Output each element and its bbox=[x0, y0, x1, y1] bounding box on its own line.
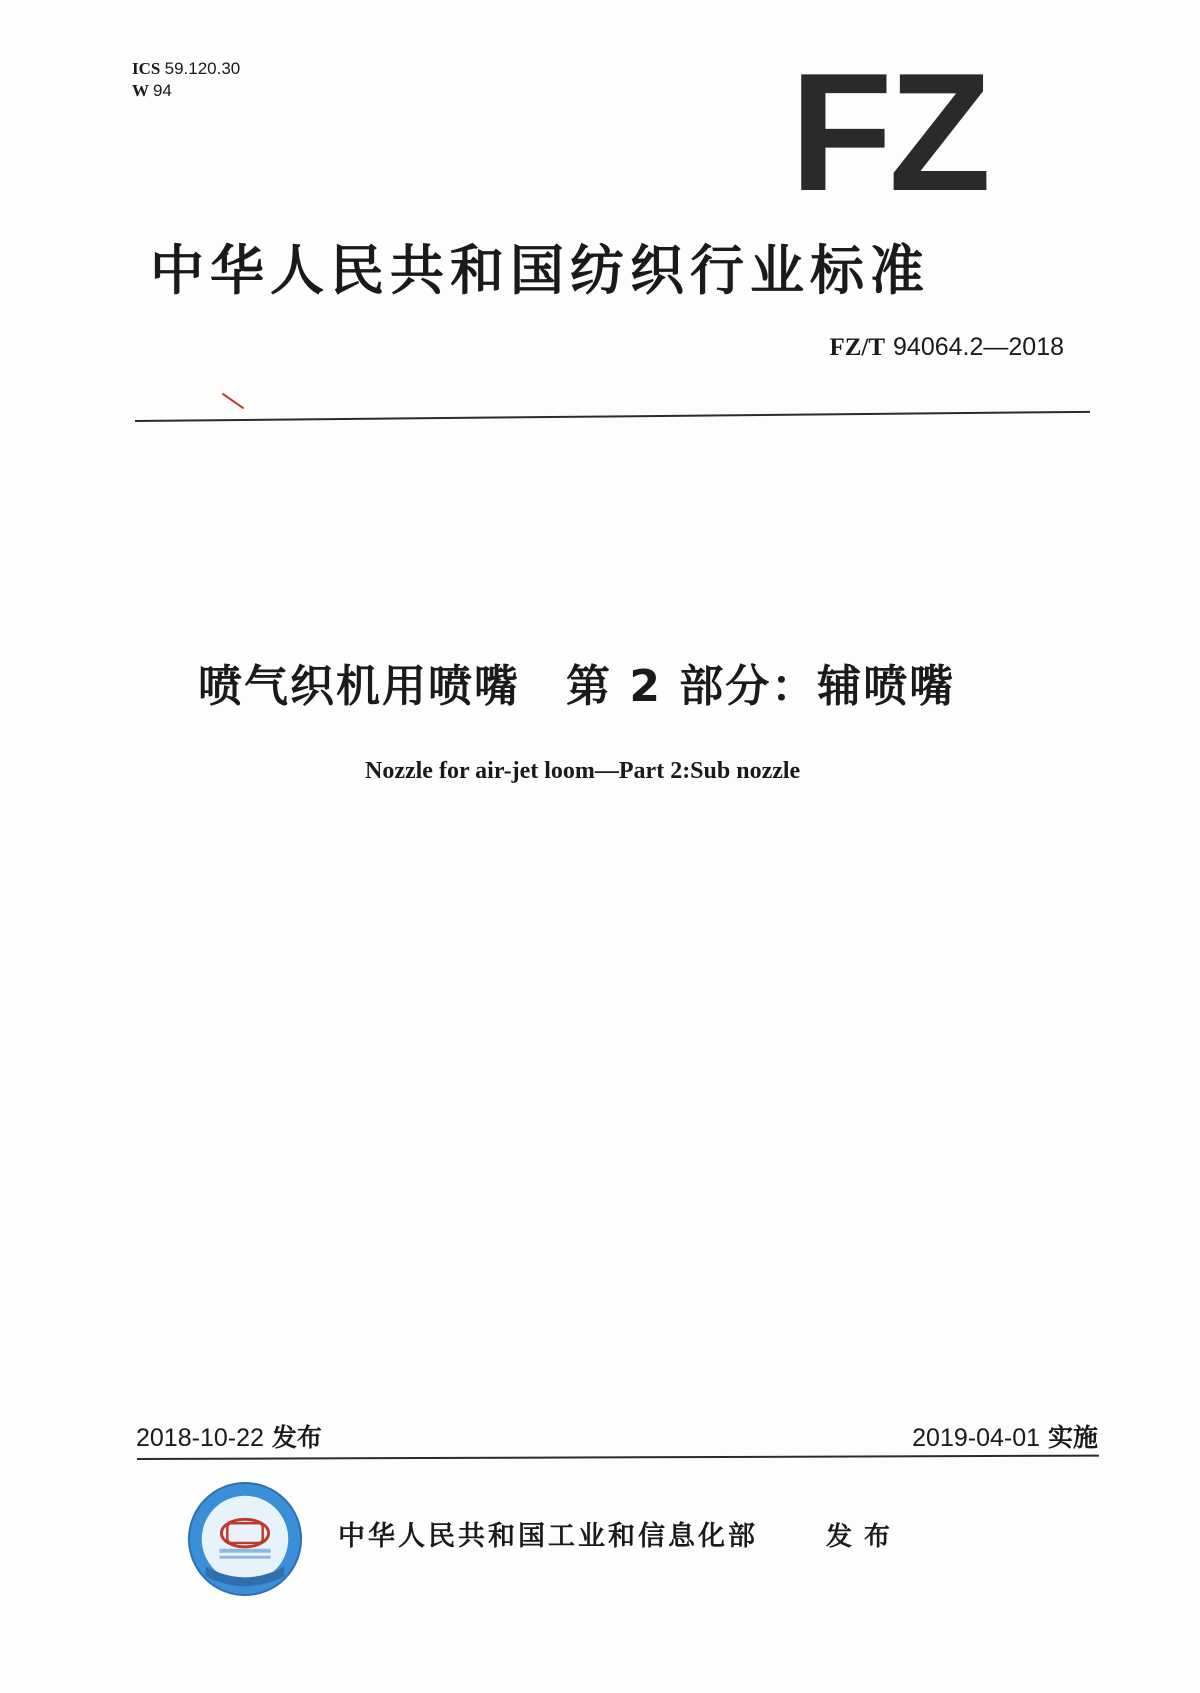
standard-type-title: 中华人民共和国纺织行业标准 bbox=[150, 239, 930, 302]
implementation-label: 实施 bbox=[1047, 1423, 1098, 1452]
implementation-date: 2019-04-01 bbox=[912, 1424, 1041, 1452]
ccs-code: 94 bbox=[152, 81, 172, 100]
fz-logo: FZ bbox=[790, 38, 988, 226]
issue-date-block bbox=[136, 1418, 322, 1454]
publish-label: 发布 bbox=[826, 1522, 903, 1552]
header-divider bbox=[135, 411, 1090, 422]
issue-date: 2018-10-22 bbox=[136, 1424, 264, 1452]
issue-label: 发布 bbox=[271, 1423, 322, 1452]
ccs-label: W bbox=[132, 81, 149, 100]
standard-code-number: 94064.2—2018 bbox=[893, 333, 1064, 361]
ics-code: 59.120.30 bbox=[164, 59, 241, 78]
standard-code bbox=[829, 332, 1064, 362]
document-title-en: Nozzle for air-jet loom—Part 2:Sub nozzle bbox=[365, 758, 801, 784]
ics-line bbox=[132, 58, 240, 80]
standard-code-prefix: FZ/T bbox=[829, 334, 886, 361]
classification-block bbox=[132, 58, 240, 102]
implementation-date-block bbox=[912, 1418, 1098, 1454]
publisher-name: 中华人民共和国工业和信息化部 bbox=[338, 1521, 758, 1552]
document-title-cn: 喷气织机用喷嘴 第 2 部分：辅喷嘴 bbox=[198, 661, 956, 712]
anti-counterfeit-seal-icon bbox=[186, 1480, 304, 1598]
red-pen-mark bbox=[222, 393, 244, 410]
footer-divider bbox=[137, 1455, 1099, 1460]
ccs-line bbox=[132, 80, 240, 102]
ics-label: ICS bbox=[132, 59, 161, 78]
